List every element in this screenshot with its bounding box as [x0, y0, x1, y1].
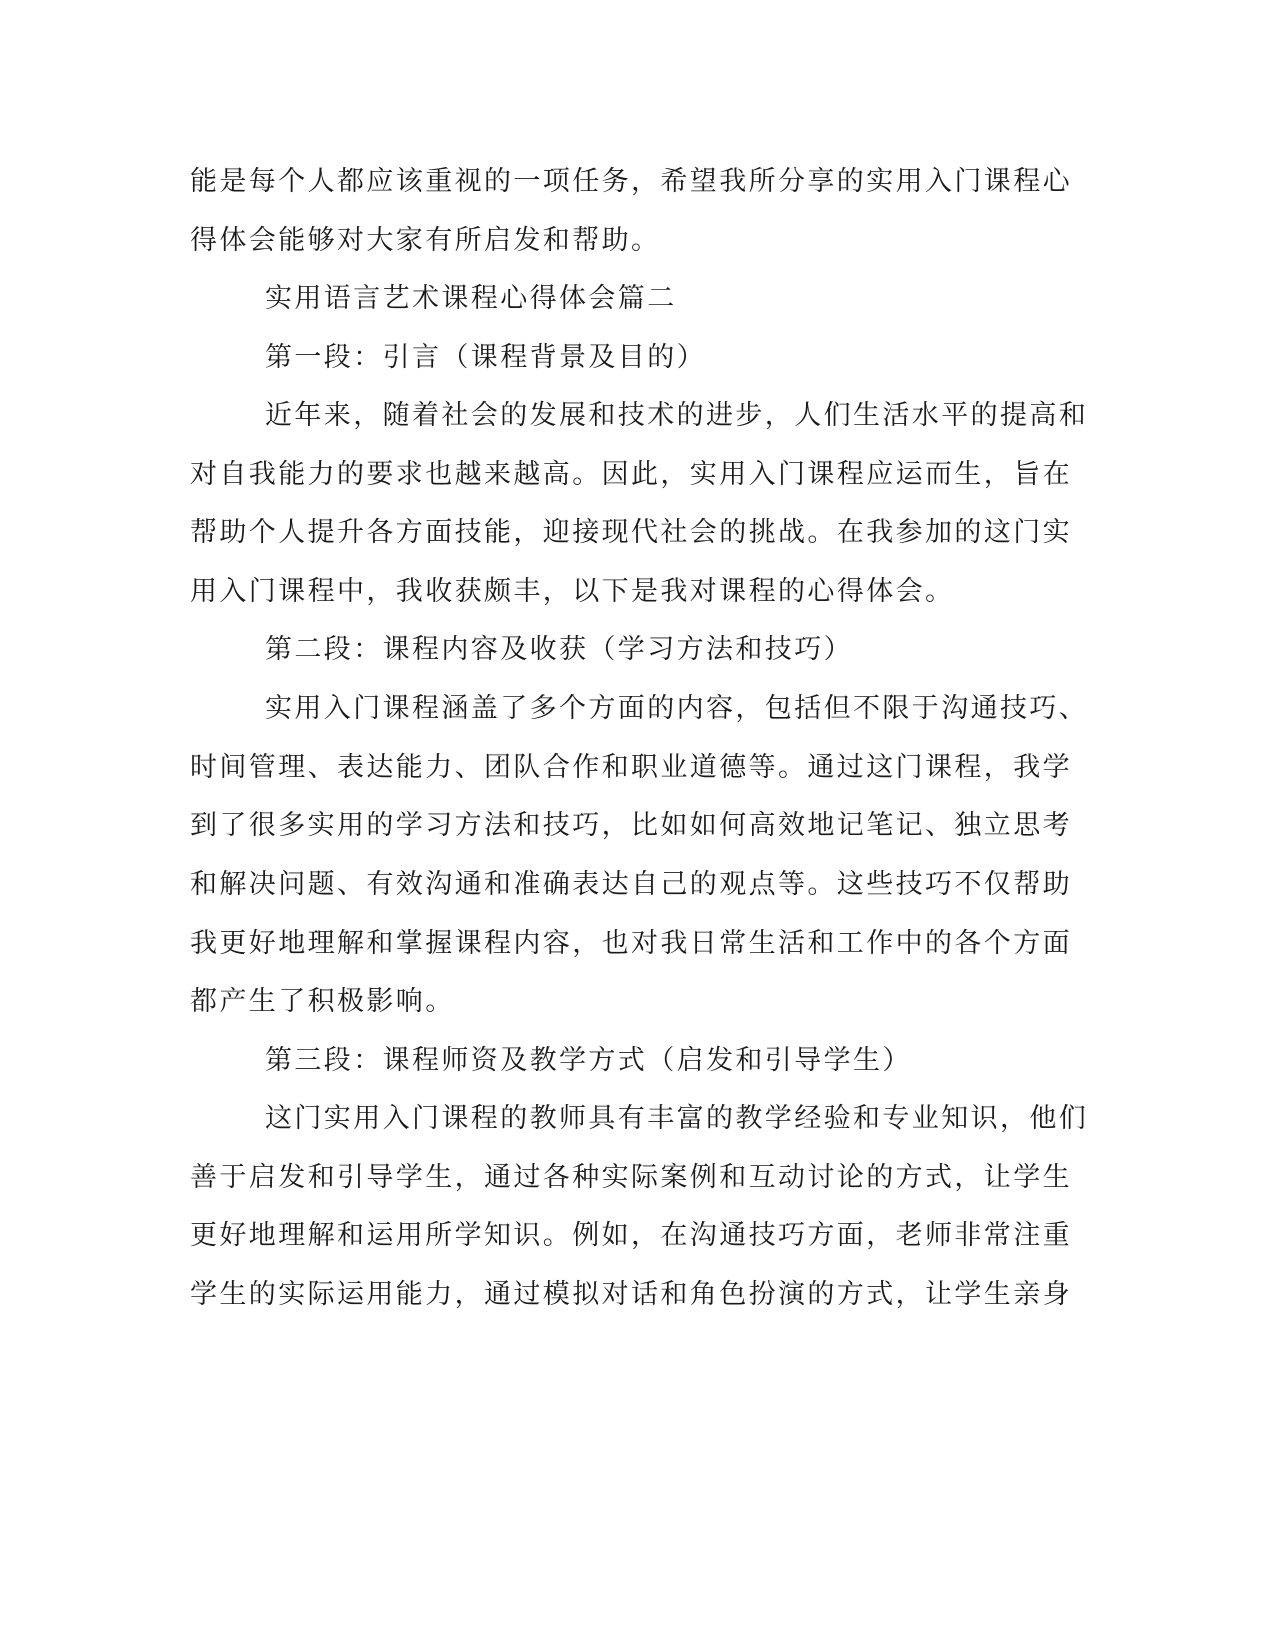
text-line: 到了很多实用的学习方法和技巧，比如如何高效地记笔记、独立思考: [190, 810, 1072, 841]
text-line: 能是每个人都应该重视的一项任务，希望我所分享的实用入门课程心: [190, 166, 1072, 197]
text-line: 更好地理解和运用所学知识。例如，在沟通技巧方面，老师非常注重: [190, 1220, 1072, 1251]
paragraph-heading: 第二段：课程内容及收获（学习方法和技巧）: [265, 634, 853, 665]
section-heading: 实用语言艺术课程心得体会篇二: [265, 283, 677, 314]
text-line: 得体会能够对大家有所启发和帮助。: [190, 225, 661, 256]
paragraph-heading: 第三段：课程师资及教学方式（启发和引导学生）: [265, 1045, 912, 1076]
text-line: 我更好地理解和掌握课程内容，也对我日常生活和工作中的各个方面: [190, 928, 1072, 959]
text-line: 近年来，随着社会的发展和技术的进步，人们生活水平的提高和: [265, 400, 1089, 431]
text-line: 用入门课程中，我收获颇丰，以下是我对课程的心得体会。: [190, 576, 955, 607]
paragraph-heading: 第一段：引言（课程背景及目的）: [265, 342, 706, 373]
text-line: 和解决问题、有效沟通和准确表达自己的观点等。这些技巧不仅帮助: [190, 869, 1072, 900]
text-line: 帮助个人提升各方面技能，迎接现代社会的挑战。在我参加的这门实: [190, 517, 1072, 548]
text-line: 学生的实际运用能力，通过模拟对话和角色扮演的方式，让学生亲身: [190, 1279, 1072, 1310]
text-line: 时间管理、表达能力、团队合作和职业道德等。通过这门课程，我学: [190, 752, 1072, 783]
text-line: 实用入门课程涵盖了多个方面的内容，包括但不限于沟通技巧、: [265, 693, 1089, 724]
text-line: 对自我能力的要求也越来越高。因此，实用入门课程应运而生，旨在: [190, 459, 1072, 490]
text-line: 善于启发和引导学生，通过各种实际案例和互动讨论的方式，让学生: [190, 1162, 1072, 1193]
text-line: 都产生了积极影响。: [190, 986, 455, 1017]
text-line: 这门实用入门课程的教师具有丰富的教学经验和专业知识，他们: [265, 1103, 1089, 1134]
